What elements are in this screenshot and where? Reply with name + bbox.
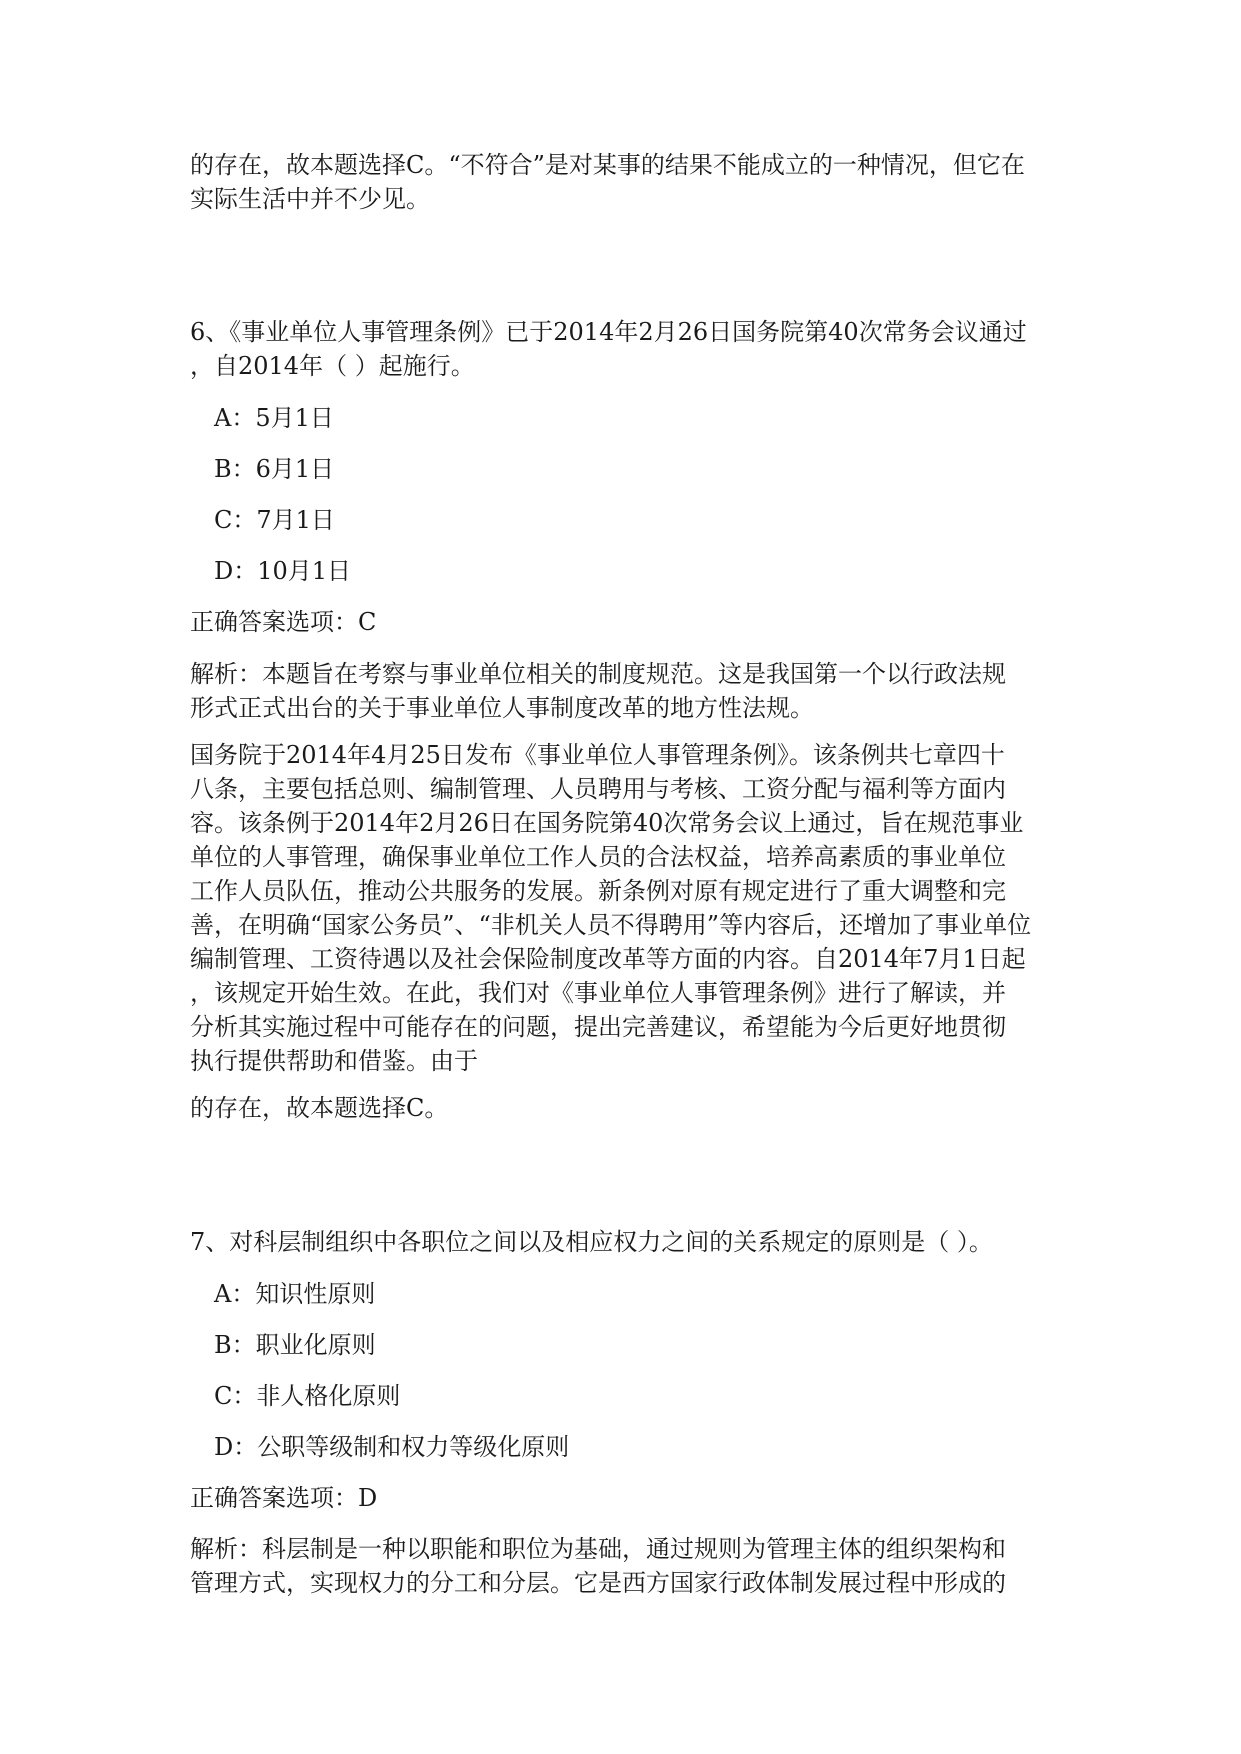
text-line: 分析其实施过程中可能存在的问题，提出完善建议，希望能为今后更好地贯彻	[190, 1013, 1006, 1041]
text-line: 容。该条例于2014年2月26日在国务院第40次常务会议上通过，旨在规范事业	[190, 809, 1024, 837]
question-6-conclusion: 的存在，故本题选择C。	[190, 1094, 449, 1122]
text-line: 解析：科层制是一种以职能和职位为基础，通过规则为管理主体的组织架构和	[190, 1535, 1006, 1563]
question-6-detail	[190, 738, 1060, 1078]
text-line: 实际生活中并不少见。	[190, 185, 430, 213]
question-7-option-d: D：公职等级制和权力等级化原则	[214, 1433, 570, 1461]
text-line: ，自2014年（ ）起施行。	[190, 352, 475, 380]
text-line: 国务院于2014年4月25日发布《事业单位人事管理条例》。该条例共七章四十	[190, 741, 1005, 769]
question-6-option-d: D：10月1日	[214, 557, 352, 585]
question-6-option-c: C：7月1日	[214, 506, 335, 534]
question-6-analysis	[190, 657, 1060, 725]
continuation-paragraph	[190, 148, 1060, 216]
text-line: 工作人员队伍，推动公共服务的发展。新条例对原有规定进行了重大调整和完	[190, 877, 1006, 905]
text-line: 形式正式出台的关于事业单位人事制度改革的地方性法规。	[190, 694, 814, 722]
text-line: 单位的人事管理，确保事业单位工作人员的合法权益，培养高素质的事业单位	[190, 843, 1006, 871]
text-line: 编制管理、工资待遇以及社会保险制度改革等方面的内容。自2014年7月1日起	[190, 945, 1026, 973]
text-line: 6、《事业单位人事管理条例》已于2014年2月26日国务院第40次常务会议通过	[190, 318, 1027, 346]
question-7-analysis	[190, 1532, 1060, 1600]
question-7-stem: 7、对科层制组织中各职位之间以及相应权力之间的关系规定的原则是（ ）。	[190, 1228, 993, 1256]
question-7-option-a: A：知识性原则	[214, 1280, 376, 1308]
text-line: 的存在，故本题选择C。“不符合”是对某事的结果不能成立的一种情况，但它在	[190, 151, 1025, 179]
text-line: 执行提供帮助和借鉴。由于	[190, 1047, 478, 1075]
question-6-option-a: A：5月1日	[214, 404, 334, 432]
text-line: 管理方式，实现权力的分工和分层。它是西方国家行政体制发展过程中形成的	[190, 1569, 1006, 1597]
question-6-option-b: B：6月1日	[214, 455, 335, 483]
question-6-answer: 正确答案选项：C	[190, 608, 377, 636]
text-line: 解析：本题旨在考察与事业单位相关的制度规范。这是我国第一个以行政法规	[190, 660, 1006, 688]
text-line: 善，在明确“国家公务员”、“非机关人员不得聘用”等内容后，还增加了事业单位	[190, 911, 1032, 939]
text-line: ，该规定开始生效。在此，我们对《事业单位人事管理条例》进行了解读，并	[190, 979, 1006, 1007]
text-line: 八条，主要包括总则、编制管理、人员聘用与考核、工资分配与福利等方面内	[190, 775, 1006, 803]
question-7-option-c: C：非人格化原则	[214, 1382, 401, 1410]
question-6-stem	[190, 315, 1060, 383]
question-7-answer: 正确答案选项：D	[190, 1484, 378, 1512]
question-7-option-b: B：职业化原则	[214, 1331, 376, 1359]
